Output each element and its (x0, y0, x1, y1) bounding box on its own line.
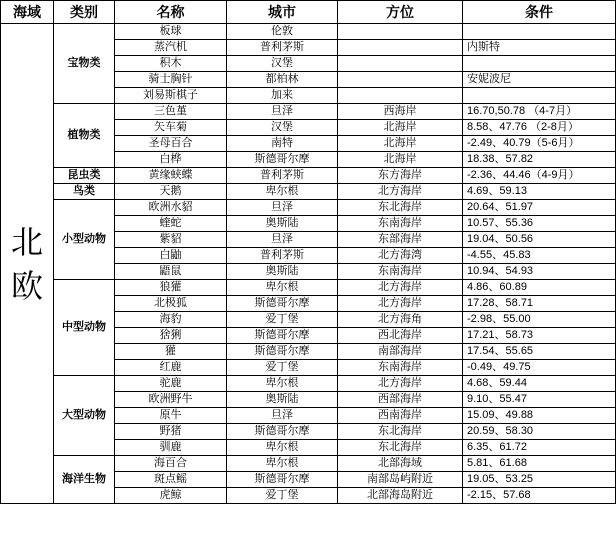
item-name-cell: 矢车菊 (115, 120, 227, 136)
direction-cell (338, 40, 463, 56)
city-cell: 爱丁堡 (227, 360, 338, 376)
condition-cell: 20.64、51.97 (463, 200, 616, 216)
condition-cell: 安妮波尼 (463, 72, 616, 88)
category-cell: 宝物类 (54, 24, 115, 104)
category-cell: 植物类 (54, 104, 115, 168)
table-row (1, 168, 616, 184)
direction-cell: 西海岸 (338, 104, 463, 120)
table-row (1, 456, 616, 472)
table-row (1, 376, 616, 392)
city-cell: 普利茅斯 (227, 168, 338, 184)
item-name-cell: 猞猁 (115, 328, 227, 344)
condition-cell: 16.70,50.78 （4-7月） (463, 104, 616, 120)
direction-cell: 南部海岸 (338, 344, 463, 360)
item-name-cell: 黄缘蛱蝶 (115, 168, 227, 184)
condition-cell: 6.35、61.72 (463, 440, 616, 456)
direction-cell: 西部海岸 (338, 392, 463, 408)
item-name-cell: 蝰蛇 (115, 216, 227, 232)
city-cell: 南特 (227, 136, 338, 152)
direction-cell: 东部海岸 (338, 232, 463, 248)
condition-cell: 9.10、55.47 (463, 392, 616, 408)
direction-cell (338, 24, 463, 40)
item-name-cell: 欧洲野牛 (115, 392, 227, 408)
city-cell: 斯德哥尔摩 (227, 296, 338, 312)
item-name-cell: 刘易斯棋子 (115, 88, 227, 104)
direction-cell: 西北海岸 (338, 328, 463, 344)
condition-cell: 18.38、57.82 (463, 152, 616, 168)
item-name-cell: 鼯鼠 (115, 264, 227, 280)
direction-cell: 东方海岸 (338, 168, 463, 184)
city-cell: 旦泽 (227, 104, 338, 120)
condition-cell: -0.49、49.75 (463, 360, 616, 376)
item-name-cell: 白鼬 (115, 248, 227, 264)
direction-cell (338, 88, 463, 104)
category-cell: 昆虫类 (54, 168, 115, 184)
table-row (1, 104, 616, 120)
item-name-cell: 欧洲水貂 (115, 200, 227, 216)
condition-cell: 内斯特 (463, 40, 616, 56)
header-condition: 条件 (463, 1, 616, 24)
header-region: 海域 (1, 1, 54, 24)
direction-cell: 西南海岸 (338, 408, 463, 424)
direction-cell: 北方海岸 (338, 184, 463, 200)
header-city: 城市 (227, 1, 338, 24)
city-cell: 爱丁堡 (227, 312, 338, 328)
direction-cell: 北方海岸 (338, 376, 463, 392)
city-cell: 旦泽 (227, 408, 338, 424)
city-cell: 奥斯陆 (227, 392, 338, 408)
direction-cell: 北方海角 (338, 312, 463, 328)
direction-cell: 北海岸 (338, 152, 463, 168)
city-cell: 卑尔根 (227, 456, 338, 472)
item-name-cell: 白桦 (115, 152, 227, 168)
city-cell: 旦泽 (227, 200, 338, 216)
direction-cell: 东北海岸 (338, 200, 463, 216)
condition-cell: 17.28、58.71 (463, 296, 616, 312)
city-cell: 爱丁堡 (227, 488, 338, 504)
item-name-cell: 紫貂 (115, 232, 227, 248)
direction-cell: 东南海岸 (338, 360, 463, 376)
item-name-cell: 积木 (115, 56, 227, 72)
header-name: 名称 (115, 1, 227, 24)
city-cell: 汉堡 (227, 56, 338, 72)
condition-cell: -2.36、44.46（4-9月） (463, 168, 616, 184)
table-body (1, 24, 616, 504)
city-cell: 斯德哥尔摩 (227, 424, 338, 440)
city-cell: 伦敦 (227, 24, 338, 40)
direction-cell: 北海岸 (338, 136, 463, 152)
condition-cell (463, 88, 616, 104)
item-name-cell: 海百合 (115, 456, 227, 472)
item-name-cell: 骑士胸针 (115, 72, 227, 88)
direction-cell: 南部岛屿附近 (338, 472, 463, 488)
item-name-cell: 斑点鳐 (115, 472, 227, 488)
city-cell: 斯德哥尔摩 (227, 328, 338, 344)
item-name-cell: 北极狐 (115, 296, 227, 312)
item-name-cell: 虎鲸 (115, 488, 227, 504)
condition-cell: 17.21、58.73 (463, 328, 616, 344)
item-name-cell: 红鹿 (115, 360, 227, 376)
item-name-cell: 蒸汽机 (115, 40, 227, 56)
condition-cell: 19.05、53.25 (463, 472, 616, 488)
city-cell: 加来 (227, 88, 338, 104)
condition-cell: -4.55、45.83 (463, 248, 616, 264)
table-row (1, 200, 616, 216)
condition-cell: 10.94、54.93 (463, 264, 616, 280)
city-cell: 斯德哥尔摩 (227, 152, 338, 168)
category-cell: 中型动物 (54, 280, 115, 376)
condition-cell: 4.86、60.89 (463, 280, 616, 296)
condition-cell: 4.69、59.13 (463, 184, 616, 200)
table-row (1, 24, 616, 40)
direction-cell: 北部海域 (338, 456, 463, 472)
category-cell: 海洋生物 (54, 456, 115, 504)
direction-cell: 东南海岸 (338, 264, 463, 280)
condition-cell: -2.98、55.00 (463, 312, 616, 328)
condition-cell: -2.15、57.68 (463, 488, 616, 504)
direction-cell: 东北海岸 (338, 440, 463, 456)
table-row (1, 280, 616, 296)
item-name-cell: 海豹 (115, 312, 227, 328)
city-cell: 斯德哥尔摩 (227, 344, 338, 360)
city-cell: 奥斯陆 (227, 216, 338, 232)
category-cell: 大型动物 (54, 376, 115, 456)
header-category: 类别 (54, 1, 115, 24)
direction-cell: 北方海湾 (338, 248, 463, 264)
header-row (1, 1, 616, 24)
city-cell: 普利茅斯 (227, 40, 338, 56)
condition-cell: 10.57、55.36 (463, 216, 616, 232)
direction-cell: 东南海岸 (338, 216, 463, 232)
city-cell: 汉堡 (227, 120, 338, 136)
item-name-cell: 驼鹿 (115, 376, 227, 392)
condition-cell: -2.49、40.79（5-6月） (463, 136, 616, 152)
city-cell: 奥斯陆 (227, 264, 338, 280)
condition-cell: 5.81、61.68 (463, 456, 616, 472)
item-name-cell: 三色堇 (115, 104, 227, 120)
item-name-cell: 狼獾 (115, 280, 227, 296)
item-name-cell: 野猪 (115, 424, 227, 440)
city-cell: 卑尔根 (227, 280, 338, 296)
city-cell: 卑尔根 (227, 440, 338, 456)
city-cell: 都柏林 (227, 72, 338, 88)
city-cell: 斯德哥尔摩 (227, 472, 338, 488)
direction-cell: 东北海岸 (338, 424, 463, 440)
item-name-cell: 天鹅 (115, 184, 227, 200)
city-cell: 卑尔根 (227, 184, 338, 200)
city-cell: 普利茅斯 (227, 248, 338, 264)
condition-cell: 17.54、55.65 (463, 344, 616, 360)
table-row (1, 184, 616, 200)
item-name-cell: 原牛 (115, 408, 227, 424)
category-cell: 鸟类 (54, 184, 115, 200)
condition-cell (463, 56, 616, 72)
direction-cell: 北方海岸 (338, 280, 463, 296)
city-cell: 旦泽 (227, 232, 338, 248)
header-direction: 方位 (338, 1, 463, 24)
condition-cell: 4.68、59.44 (463, 376, 616, 392)
direction-cell: 北海岸 (338, 120, 463, 136)
category-cell: 小型动物 (54, 200, 115, 280)
direction-cell: 北方海岸 (338, 296, 463, 312)
condition-cell (463, 24, 616, 40)
condition-cell: 19.04、50.56 (463, 232, 616, 248)
direction-cell (338, 72, 463, 88)
item-name-cell: 驯鹿 (115, 440, 227, 456)
direction-cell: 北部海岛附近 (338, 488, 463, 504)
region-cell: 北欧 (1, 24, 54, 504)
city-cell: 卑尔根 (227, 376, 338, 392)
direction-cell (338, 56, 463, 72)
condition-cell: 8.58、47.76 （2-8月） (463, 120, 616, 136)
condition-cell: 15.09、49.88 (463, 408, 616, 424)
item-name-cell: 獾 (115, 344, 227, 360)
item-name-cell: 板球 (115, 24, 227, 40)
item-name-cell: 圣母百合 (115, 136, 227, 152)
condition-cell: 20.59、58.30 (463, 424, 616, 440)
